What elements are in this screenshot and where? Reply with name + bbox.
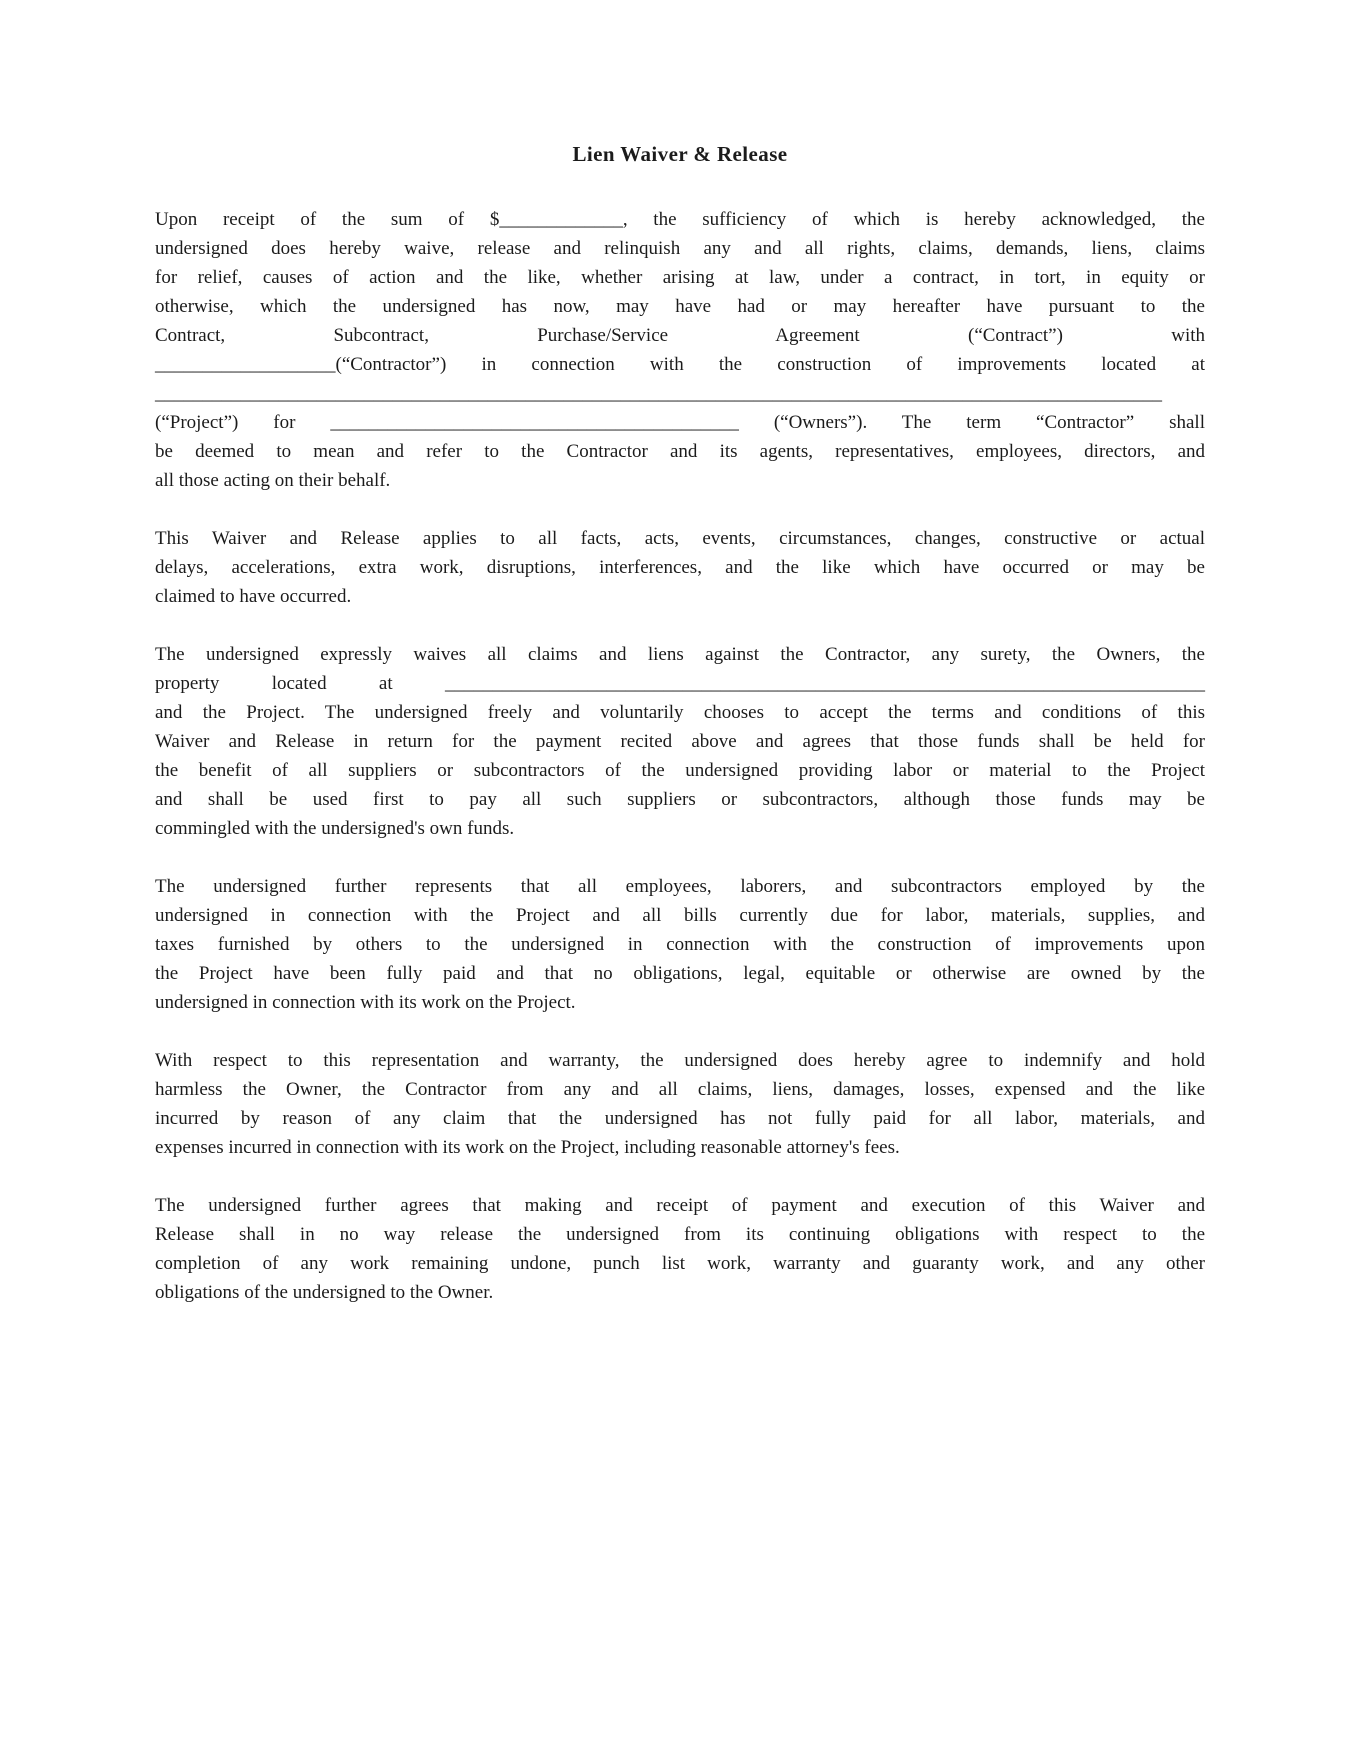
text-line: claimed to have occurred.: [155, 586, 352, 607]
paragraph-waiver-applies: [155, 524, 1205, 611]
text-line: the benefit of all suppliers or subcontractors of the undersigned providing labor or material to the Project: [155, 760, 1205, 781]
text-line-address-blank: __________________________________________________________________________________________________________: [155, 383, 1162, 404]
paragraph-upon-receipt: [155, 205, 1205, 495]
text-line: be deemed to mean and refer to the Contractor and its agents, representatives, employees, directors, and: [155, 441, 1205, 462]
text-line: With respect to this representation and warranty, the undersigned does hereby agree to indemnify and hold: [155, 1050, 1205, 1071]
paragraph-further-represents: [155, 872, 1205, 1017]
text-line: for relief, causes of action and the like, whether arising at law, under a contract, in tort, in equity or: [155, 267, 1205, 288]
text-line: all those acting on their behalf.: [155, 470, 391, 491]
text-line: harmless the Owner, the Contractor from any and all claims, liens, damages, losses, expensed and the like: [155, 1079, 1205, 1100]
text-line: Waiver and Release in return for the payment recited above and agrees that those funds shall be held for: [155, 731, 1205, 752]
text-line: taxes furnished by others to the undersigned in connection with the construction of improvements upon: [155, 934, 1205, 955]
paragraph-continuing-obligations: [155, 1191, 1205, 1307]
text-line: Contract, Subcontract, Purchase/Service Agreement (“Contract”) with: [155, 325, 1205, 346]
text-line: the Project have been fully paid and that no obligations, legal, equitable or otherwise are owned by the: [155, 963, 1205, 984]
text-line: undersigned in connection with its work on the Project.: [155, 992, 576, 1013]
text-line: and the Project. The undersigned freely and voluntarily chooses to accept the terms and conditions of this: [155, 702, 1205, 723]
document-title: Lien Waiver & Release: [572, 142, 788, 166]
text-line: undersigned in connection with the Project and all bills currently due for labor, materials, supplies, and: [155, 905, 1205, 926]
text-line-owners-blank: (“Project”) for ___________________________________________ (“Owners”). The term “Contractor” shall: [155, 412, 1205, 433]
text-line: commingled with the undersigned's own funds.: [155, 818, 515, 839]
text-line: obligations of the undersigned to the Owner.: [155, 1282, 494, 1303]
text-line: delays, accelerations, extra work, disruptions, interferences, and the like which have occurred or may be: [155, 557, 1205, 578]
paragraph-indemnify: [155, 1046, 1205, 1162]
text-line: The undersigned further agrees that making and receipt of payment and execution of this Waiver and: [155, 1195, 1205, 1216]
text-line: incurred by reason of any claim that the undersigned has not fully paid for all labor, materials, and: [155, 1108, 1205, 1129]
text-line: The undersigned expressly waives all claims and liens against the Contractor, any surety, the Owners, the: [155, 644, 1205, 665]
paragraph-expressly-waives: [155, 640, 1205, 843]
text-line: undersigned does hereby waive, release and relinquish any and all rights, claims, demands, liens, claims: [155, 238, 1205, 259]
text-line: expenses incurred in connection with its work on the Project, including reasonable attorney's fees.: [155, 1137, 900, 1158]
text-line-property-blank: property located at ________________________________________________________________________________: [155, 673, 1205, 694]
text-line: The undersigned further represents that all employees, laborers, and subcontractors employed by the: [155, 876, 1205, 897]
text-line: and shall be used first to pay all such suppliers or subcontractors, although those funds may be: [155, 789, 1205, 810]
text-line: otherwise, which the undersigned has now, may have had or may hereafter have pursuant to the: [155, 296, 1205, 317]
text-line: completion of any work remaining undone, punch list work, warranty and guaranty work, and any other: [155, 1253, 1205, 1274]
text-line: Release shall in no way release the undersigned from its continuing obligations with respect to the: [155, 1224, 1205, 1245]
text-line-contractor-blank: ___________________(“Contractor”) in connection with the construction of improvements located at: [155, 354, 1205, 375]
text-line: This Waiver and Release applies to all facts, acts, events, circumstances, changes, constructive or actual: [155, 528, 1205, 549]
text-line: Upon receipt of the sum of $_____________, the sufficiency of which is hereby acknowledged, the: [155, 209, 1205, 230]
